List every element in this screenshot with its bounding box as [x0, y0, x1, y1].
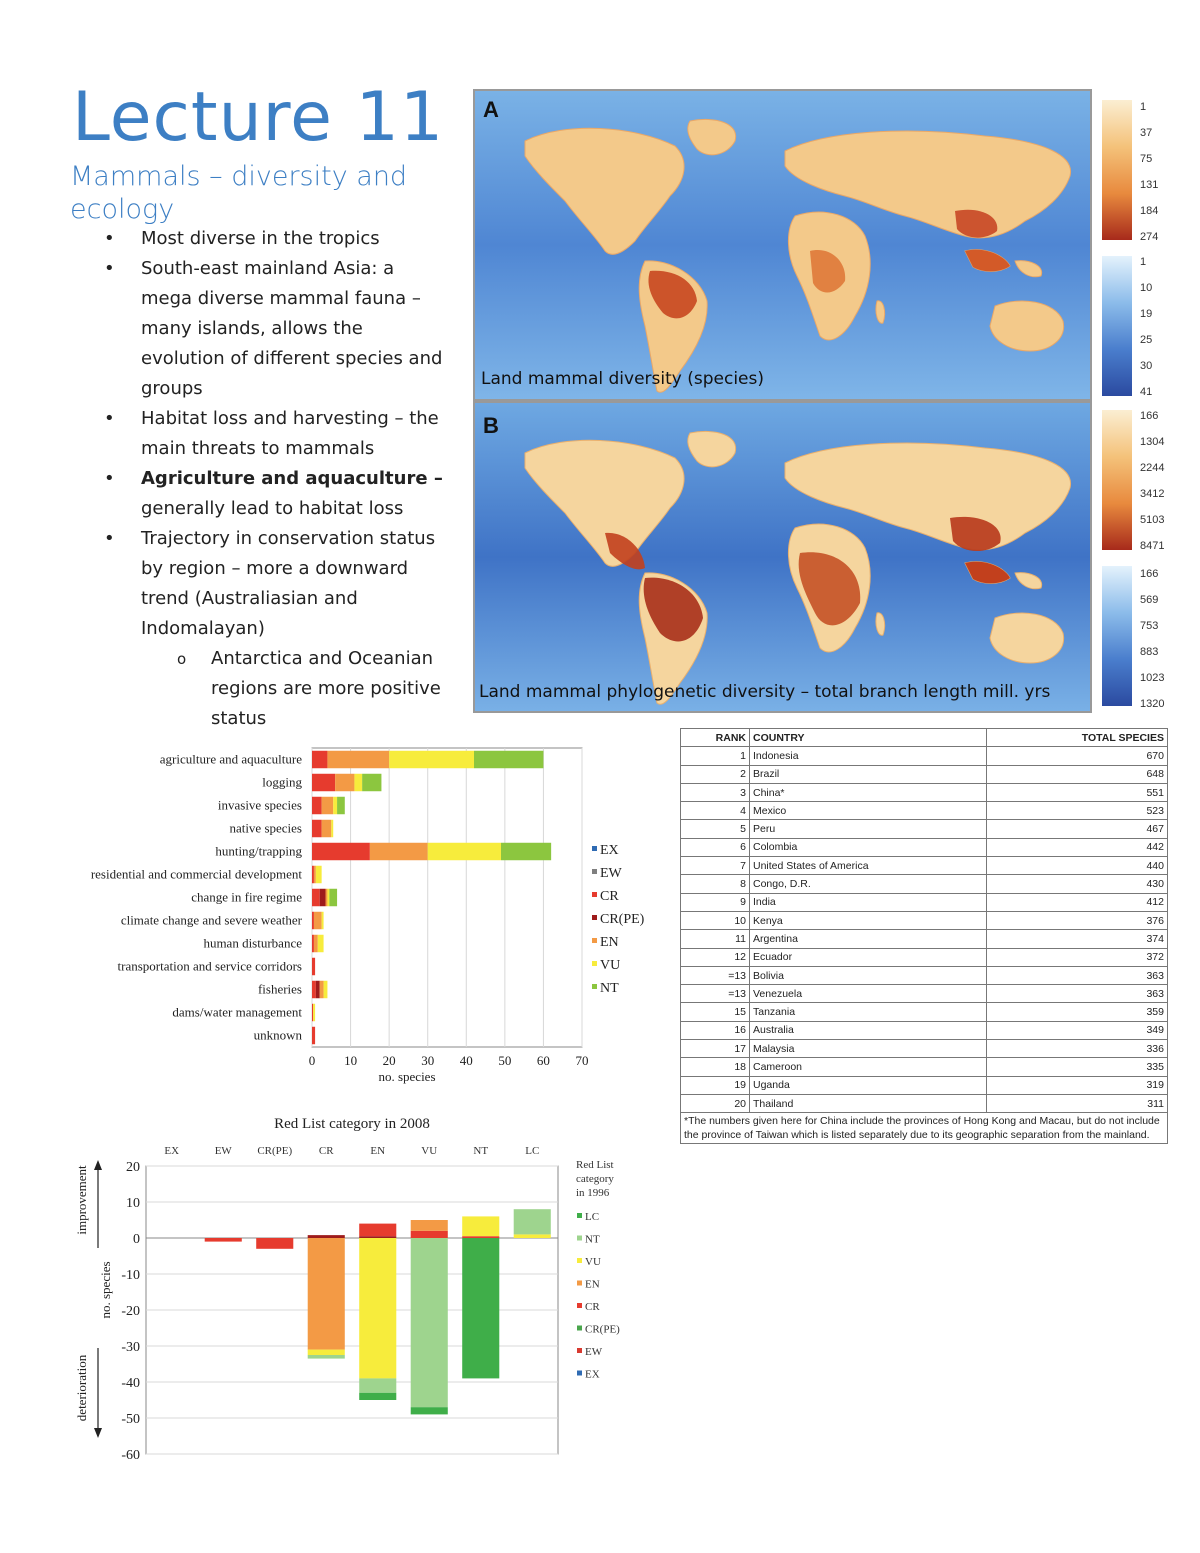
- legend-label: EX: [600, 843, 619, 858]
- scale-bar-b-cool: [1102, 566, 1132, 706]
- table-cell-rank: 8: [681, 875, 750, 893]
- table-cell-total: 648: [987, 765, 1168, 783]
- legend-swatch: [592, 892, 597, 897]
- bar-segment: [312, 912, 314, 929]
- bar-segment: [312, 843, 370, 860]
- legend-label: LC: [585, 1211, 600, 1223]
- bar-segment: [514, 1234, 551, 1238]
- table-cell-country: Tanzania: [750, 1003, 987, 1021]
- species-table-body: [681, 747, 1168, 1113]
- bar-segment: [329, 889, 337, 906]
- bar-segment: [312, 774, 335, 791]
- bar-segment: [327, 889, 329, 906]
- y-tick-label: -10: [121, 1268, 140, 1283]
- table-row: [681, 1094, 1168, 1112]
- bar-segment: [312, 935, 314, 952]
- table-row: [681, 765, 1168, 783]
- table-header-country: COUNTRY: [750, 729, 987, 747]
- table-cell-country: Thailand: [750, 1094, 987, 1112]
- legend-swatch: [577, 1371, 582, 1376]
- bullet-item: • Most diverse in the tropics: [104, 224, 449, 254]
- category-label: logging: [262, 774, 302, 790]
- y-tick-label: -40: [121, 1376, 140, 1391]
- bar-segment: [327, 751, 389, 768]
- map-a-caption: Land mammal diversity (species): [481, 369, 764, 389]
- table-cell-total: 311: [987, 1094, 1168, 1112]
- table-row: [681, 1021, 1168, 1039]
- species-table: [680, 728, 1168, 1113]
- y-tick-label: -30: [121, 1340, 140, 1355]
- table-cell-rank: 4: [681, 802, 750, 820]
- bar-segment: [314, 935, 318, 952]
- bar-segment: [428, 843, 501, 860]
- table-cell-total: 523: [987, 802, 1168, 820]
- legend-label: NT: [585, 1233, 600, 1246]
- category-label: transportation and service corridors: [117, 958, 302, 974]
- table-cell-total: 349: [987, 1021, 1168, 1039]
- table-cell-rank: 18: [681, 1058, 750, 1076]
- scale-label: 1320: [1140, 698, 1165, 710]
- bar-segment: [205, 1238, 242, 1242]
- bar-segment: [322, 912, 324, 929]
- bar-segment: [316, 866, 322, 883]
- y-tick-label: 10: [126, 1196, 140, 1211]
- improvement-label: improvement: [74, 1165, 89, 1235]
- category-label: agriculture and aquaculture: [159, 751, 302, 767]
- chart-title: Red List category in 2008: [274, 1116, 430, 1132]
- scale-label: 25: [1140, 334, 1153, 346]
- bar-segment: [312, 1004, 313, 1021]
- table-cell-rank: 17: [681, 1040, 750, 1058]
- table-row: [681, 838, 1168, 856]
- table-cell-rank: 10: [681, 911, 750, 929]
- bar-segment: [362, 774, 381, 791]
- bar-segment: [462, 1216, 499, 1236]
- table-cell-total: 412: [987, 893, 1168, 911]
- table-cell-rank: 19: [681, 1076, 750, 1094]
- category-label: EW: [214, 1145, 232, 1157]
- scale-label: 1023: [1140, 672, 1165, 684]
- table-cell-total: 374: [987, 930, 1168, 948]
- category-label: EN: [370, 1145, 386, 1157]
- category-label: LC: [525, 1145, 540, 1157]
- table-cell-country: Mexico: [750, 802, 987, 820]
- page-title: Lecture 11: [72, 78, 445, 157]
- bar-segment: [462, 1238, 499, 1378]
- bar-segment: [256, 1238, 293, 1249]
- legend-label: EW: [585, 1346, 603, 1358]
- table-row: [681, 875, 1168, 893]
- scale-label: 166: [1140, 410, 1159, 422]
- bar-segment: [313, 1004, 315, 1021]
- table-cell-total: 372: [987, 948, 1168, 966]
- bar-segment: [320, 981, 324, 998]
- bar-segment: [337, 797, 345, 814]
- x-tick-label: 10: [344, 1053, 358, 1068]
- table-cell-country: Bolivia: [750, 966, 987, 984]
- table-row: [681, 1076, 1168, 1094]
- plot-frame: [312, 748, 582, 1047]
- category-label: EX: [164, 1145, 180, 1157]
- table-cell-country: Colombia: [750, 838, 987, 856]
- table-cell-country: Uganda: [750, 1076, 987, 1094]
- category-label: residential and commercial development: [90, 866, 302, 882]
- table-cell-rank: 11: [681, 930, 750, 948]
- category-label: unknown: [253, 1027, 302, 1043]
- category-label: fisheries: [257, 981, 302, 997]
- table-cell-country: Congo, D.R.: [750, 875, 987, 893]
- bullet-item: • Habitat loss and harvesting – the main threats to mammals: [104, 404, 449, 464]
- y-tick-label: -60: [121, 1448, 140, 1463]
- bar-segment: [308, 1235, 345, 1238]
- table-header-row: [681, 729, 1168, 747]
- category-label: human disturbance: [203, 935, 302, 951]
- bar-segment: [359, 1393, 396, 1400]
- category-label: CR: [318, 1145, 334, 1157]
- deterioration-label: deterioration: [74, 1354, 89, 1422]
- table-cell-total: 442: [987, 838, 1168, 856]
- legend-label: EN: [600, 935, 619, 950]
- table-cell-country: Venezuela: [750, 985, 987, 1003]
- bar-segment: [411, 1231, 448, 1238]
- table-cell-rank: 15: [681, 1003, 750, 1021]
- table-cell-rank: 9: [681, 893, 750, 911]
- table-cell-country: China*: [750, 783, 987, 801]
- table-row: [681, 985, 1168, 1003]
- table-cell-total: 336: [987, 1040, 1168, 1058]
- table-cell-total: 335: [987, 1058, 1168, 1076]
- bar-segment: [312, 981, 316, 998]
- world-map-a: [475, 91, 1090, 399]
- bar-segment: [312, 1027, 315, 1044]
- bar-segment: [411, 1407, 448, 1414]
- table-cell-total: 467: [987, 820, 1168, 838]
- bar-segment: [354, 774, 362, 791]
- table-cell-country: Kenya: [750, 911, 987, 929]
- bar-segment: [318, 935, 324, 952]
- page-subtitle: Mammals – diversity and ecology: [70, 161, 408, 225]
- y-tick-label: -20: [121, 1304, 140, 1319]
- table-cell-country: Argentina: [750, 930, 987, 948]
- map-panel-b: [473, 401, 1092, 713]
- table-cell-country: India: [750, 893, 987, 911]
- table-cell-rank: 2: [681, 765, 750, 783]
- scale-label: 19: [1140, 308, 1153, 320]
- bar-segment: [320, 889, 326, 906]
- x-tick-label: 30: [421, 1053, 435, 1068]
- x-tick-label: 70: [575, 1053, 589, 1068]
- bar-segment: [312, 889, 320, 906]
- bar-segment: [359, 1236, 396, 1238]
- bar-segment: [411, 1220, 448, 1231]
- bullet-list: [104, 224, 449, 734]
- category-label: native species: [229, 820, 302, 836]
- bullet-item: • Agriculture and aquaculture – generally lead to habitat loss: [104, 464, 449, 524]
- bar-segment: [308, 1355, 345, 1359]
- table-cell-country: Brazil: [750, 765, 987, 783]
- bar-segment: [411, 1238, 448, 1407]
- scale-label: 10: [1140, 282, 1153, 294]
- table-row: [681, 857, 1168, 875]
- bar-segment: [312, 751, 327, 768]
- legend-swatch: [577, 1348, 582, 1353]
- legend-title: Red List category in 1996: [576, 1159, 614, 1199]
- table-row: [681, 893, 1168, 911]
- bar-segment: [314, 912, 322, 929]
- table-row: [681, 930, 1168, 948]
- bar-segment: [474, 751, 543, 768]
- table-cell-rank: 16: [681, 1021, 750, 1039]
- map-b-letter: B: [483, 413, 499, 438]
- category-label: dams/water management: [172, 1004, 302, 1020]
- bar-segment: [331, 820, 333, 837]
- bar-segment: [335, 774, 354, 791]
- legend-label: EX: [585, 1368, 600, 1381]
- legend-swatch: [592, 961, 597, 966]
- table-footnote: *The numbers given here for China include the provinces of Hong Kong and Macau, but do not include the province of Taiwan which is listed separately due to its geographic separation from the mainland.: [680, 1113, 1168, 1144]
- species-table-wrapper: [680, 728, 1170, 1144]
- table-row: [681, 747, 1168, 765]
- x-tick-label: 60: [536, 1053, 550, 1068]
- scale-label: 41: [1140, 386, 1153, 398]
- legend-swatch: [592, 984, 597, 989]
- category-label: CR(PE): [257, 1145, 293, 1157]
- scale-label: 569: [1140, 594, 1159, 606]
- bullet-item: • Trajectory in conservation status by region – more a downward trend (Australiasian and Indomalayan): [104, 524, 449, 644]
- scale-label: 274: [1140, 231, 1159, 243]
- bar-segment: [324, 981, 328, 998]
- table-cell-country: Indonesia: [750, 747, 987, 765]
- table-cell-total: 363: [987, 985, 1168, 1003]
- scale-label: 75: [1140, 153, 1153, 165]
- table-cell-rank: 5: [681, 820, 750, 838]
- bullet-item: • South-east mainland Asia: a mega diverse mammal fauna – many islands, allows the evolution of different species and groups: [104, 254, 449, 404]
- scale-label: 753: [1140, 620, 1159, 632]
- legend-swatch: [577, 1258, 582, 1263]
- scale-label: 1: [1140, 101, 1147, 113]
- category-label: change in fire regime: [191, 889, 302, 905]
- category-label: hunting/trapping: [215, 843, 302, 859]
- sub-bullet-item: o Antarctica and Oceanian regions are more positive status: [104, 644, 449, 734]
- table-cell-country: Peru: [750, 820, 987, 838]
- legend-label: EN: [585, 1278, 600, 1291]
- legend-label: NT: [600, 981, 619, 996]
- legend-swatch: [577, 1236, 582, 1241]
- legend-label: EW: [600, 866, 622, 881]
- legend-label: VU: [600, 958, 621, 973]
- x-tick-label: 50: [498, 1053, 512, 1068]
- table-cell-total: 440: [987, 857, 1168, 875]
- bar-segment: [312, 797, 322, 814]
- scale-bar-a-warm: [1102, 100, 1132, 240]
- bar-segment: [322, 797, 334, 814]
- arrow-up-icon: [94, 1160, 102, 1170]
- table-row: [681, 820, 1168, 838]
- legend-swatch: [577, 1213, 582, 1218]
- table-cell-rank: =13: [681, 985, 750, 1003]
- map-b-caption: Land mammal phylogenetic diversity – total branch length mill. yrs: [479, 682, 1051, 702]
- scale-label: 883: [1140, 646, 1159, 658]
- table-cell-rank: =13: [681, 966, 750, 984]
- bar-segment: [370, 843, 428, 860]
- arrow-down-icon: [94, 1428, 102, 1438]
- bar-segment: [312, 820, 322, 837]
- table-cell-rank: 1: [681, 747, 750, 765]
- scale-label: 1304: [1140, 436, 1165, 448]
- table-cell-rank: 7: [681, 857, 750, 875]
- legend-swatch: [592, 869, 597, 874]
- bar-segment: [312, 866, 314, 883]
- legend-label: CR: [600, 889, 619, 904]
- category-label: NT: [473, 1145, 489, 1157]
- bar-segment: [314, 866, 316, 883]
- table-cell-total: 363: [987, 966, 1168, 984]
- legend-swatch: [592, 846, 597, 851]
- category-label: VU: [421, 1145, 438, 1157]
- table-row: [681, 966, 1168, 984]
- scale-label: 8471: [1140, 540, 1165, 552]
- scale-label: 2244: [1140, 462, 1165, 474]
- table-row: [681, 1003, 1168, 1021]
- table-cell-total: 359: [987, 1003, 1168, 1021]
- legend-swatch: [577, 1326, 582, 1331]
- table-cell-country: Cameroon: [750, 1058, 987, 1076]
- bar-segment: [359, 1224, 396, 1237]
- map-panel-a: [473, 89, 1092, 401]
- legend-swatch: [577, 1303, 582, 1308]
- table-cell-country: Ecuador: [750, 948, 987, 966]
- legend-swatch: [577, 1281, 582, 1286]
- x-tick-label: 40: [459, 1053, 473, 1068]
- scale-label: 184: [1140, 205, 1159, 217]
- bar-segment: [501, 843, 551, 860]
- legend-label: CR: [585, 1301, 600, 1313]
- scale-label: 5103: [1140, 514, 1165, 526]
- table-cell-total: 551: [987, 783, 1168, 801]
- y-tick-label: -50: [121, 1412, 140, 1427]
- table-cell-country: Malaysia: [750, 1040, 987, 1058]
- table-cell-rank: 3: [681, 783, 750, 801]
- legend-label: VU: [585, 1256, 601, 1268]
- legend-swatch: [592, 938, 597, 943]
- scale-bar-a-cool: [1102, 256, 1132, 396]
- bar-segment: [359, 1378, 396, 1392]
- table-row: [681, 783, 1168, 801]
- table-row: [681, 911, 1168, 929]
- y-axis-label: no. species: [98, 1261, 113, 1319]
- legend-label: CR(PE): [600, 912, 645, 927]
- table-cell-rank: 12: [681, 948, 750, 966]
- y-tick-label: 20: [126, 1160, 140, 1175]
- bar-segment: [308, 1238, 345, 1350]
- bar-segment: [326, 889, 328, 906]
- map-a-letter: A: [483, 97, 499, 122]
- legend-swatch: [592, 915, 597, 920]
- scale-label: 131: [1140, 179, 1159, 191]
- table-row: [681, 1040, 1168, 1058]
- table-row: [681, 948, 1168, 966]
- x-tick-label: 0: [308, 1053, 316, 1068]
- table-row: [681, 802, 1168, 820]
- bar-segment: [333, 797, 337, 814]
- table-cell-rank: 20: [681, 1094, 750, 1112]
- legend-label: CR(PE): [585, 1323, 620, 1336]
- scale-bar-b-warm: [1102, 410, 1132, 550]
- category-label: invasive species: [217, 797, 302, 813]
- x-axis-label: no. species: [378, 1069, 436, 1084]
- table-cell-rank: 6: [681, 838, 750, 856]
- bar-segment: [462, 1236, 499, 1238]
- bar-segment: [316, 981, 320, 998]
- table-cell-total: 430: [987, 875, 1168, 893]
- world-map-b: [475, 403, 1090, 711]
- redlist-change-chart: [70, 1108, 650, 1468]
- table-cell-country: United States of America: [750, 857, 987, 875]
- table-cell-total: 670: [987, 747, 1168, 765]
- category-label: climate change and severe weather: [120, 912, 302, 928]
- scale-label: 166: [1140, 568, 1159, 580]
- x-tick-label: 20: [382, 1053, 396, 1068]
- bar-segment: [308, 1350, 345, 1355]
- bar-segment: [359, 1238, 396, 1378]
- y-tick-label: 0: [133, 1232, 140, 1247]
- scale-label: 37: [1140, 127, 1153, 139]
- table-row: [681, 1058, 1168, 1076]
- scale-label: 3412: [1140, 488, 1165, 500]
- table-cell-total: 319: [987, 1076, 1168, 1094]
- bar-segment: [322, 820, 332, 837]
- table-cell-total: 376: [987, 911, 1168, 929]
- bar-segment: [389, 751, 474, 768]
- scale-label: 30: [1140, 360, 1153, 372]
- threats-bar-chart: [55, 742, 655, 1092]
- table-header-total: TOTAL SPECIES: [987, 729, 1168, 747]
- table-cell-country: Australia: [750, 1021, 987, 1039]
- scale-label: 1: [1140, 256, 1147, 268]
- table-header-rank: RANK: [681, 729, 750, 747]
- bar-segment: [514, 1209, 551, 1234]
- bar-segment: [312, 958, 315, 975]
